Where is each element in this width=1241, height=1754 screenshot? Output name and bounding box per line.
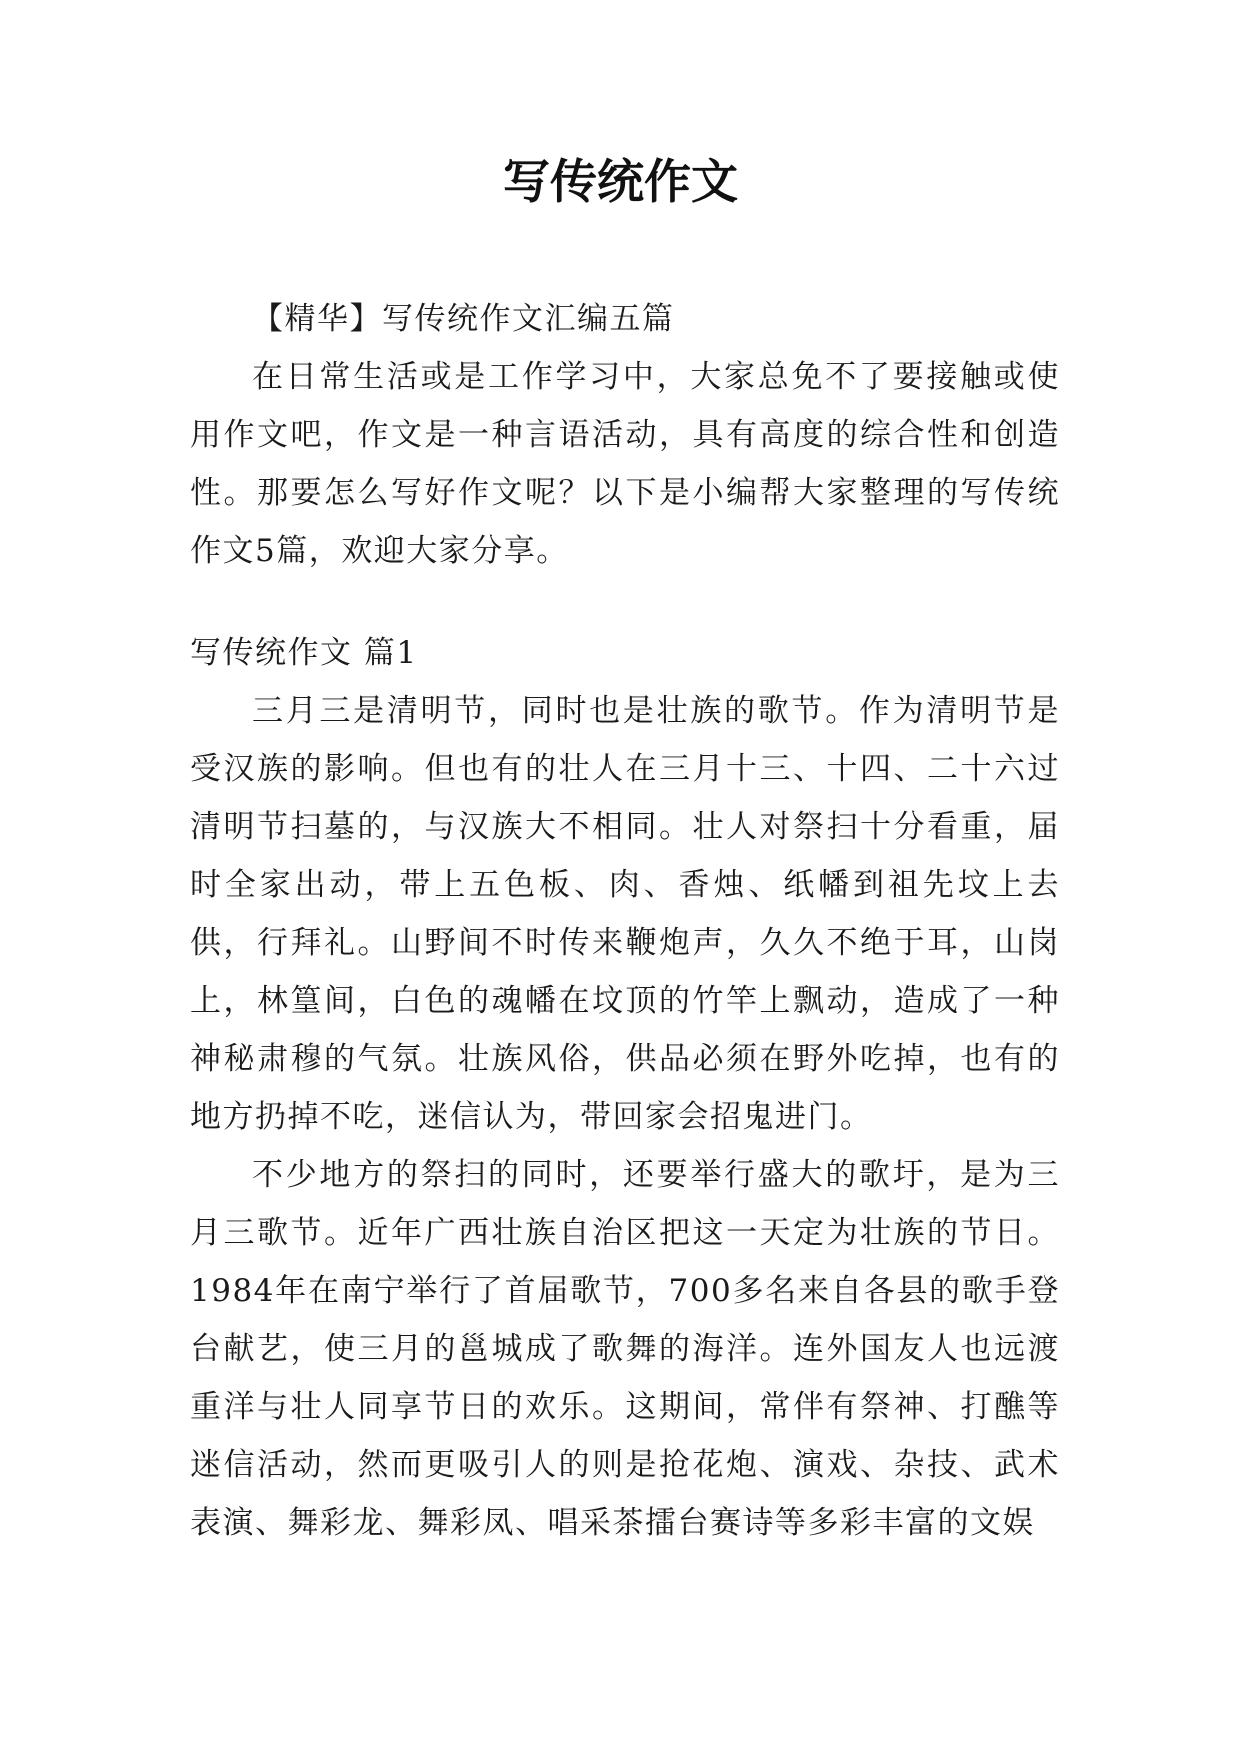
document-title: 写传统作文 bbox=[503, 155, 738, 210]
section-spacer bbox=[190, 580, 1060, 624]
section-heading: 写传统作文 篇1 bbox=[190, 635, 418, 671]
document-body bbox=[190, 290, 1060, 1552]
intro-paragraph: 在日常生活或是工作学习中，大家总免不了要接触或使用作文吧，作文是一种言语活动，具有高度的综合性和创造性。那要怎么写好作文呢？以下是小编帮大家整理的写传统作文5篇，欢迎大家分享。 bbox=[190, 359, 1060, 569]
document-subtitle: 【精华】写传统作文汇编五篇 bbox=[252, 301, 675, 337]
body-paragraph-2: 不少地方的祭扫的同时，还要举行盛大的歌圩，是为三月三歌节。近年广西壮族自治区把这一天定为壮族的节日。1984年在南宁举行了首届歌节，700多名来自各县的歌手登台献艺，使三月的邕城成了歌舞的海洋。连外国友人也远渡重洋与壮人同享节日的欢乐。这期间，常伴有祭神、打醮等迷信活动，然而更吸引人的则是抢花炮、演戏、杂技、武术表演、舞彩龙、舞彩凤、唱采茶擂台赛诗等多彩丰富的文娱 bbox=[190, 1157, 1060, 1541]
body-paragraph-1: 三月三是清明节，同时也是壮族的歌节。作为清明节是受汉族的影响。但也有的壮人在三月十三、十四、二十六过清明节扫墓的，与汉族大不相同。壮人对祭扫十分看重，届时全家出动，带上五色板、肉、香烛、纸幡到祖先坟上去供，行拜礼。山野间不时传来鞭炮声，久久不绝于耳，山岗上，林篁间，白色的魂幡在坟顶的竹竿上飘动，造成了一种神秘肃穆的气氛。壮族风俗，供品必须在野外吃掉，也有的地方扔掉不吃，迷信认为，带回家会招鬼进门。 bbox=[190, 693, 1060, 1135]
